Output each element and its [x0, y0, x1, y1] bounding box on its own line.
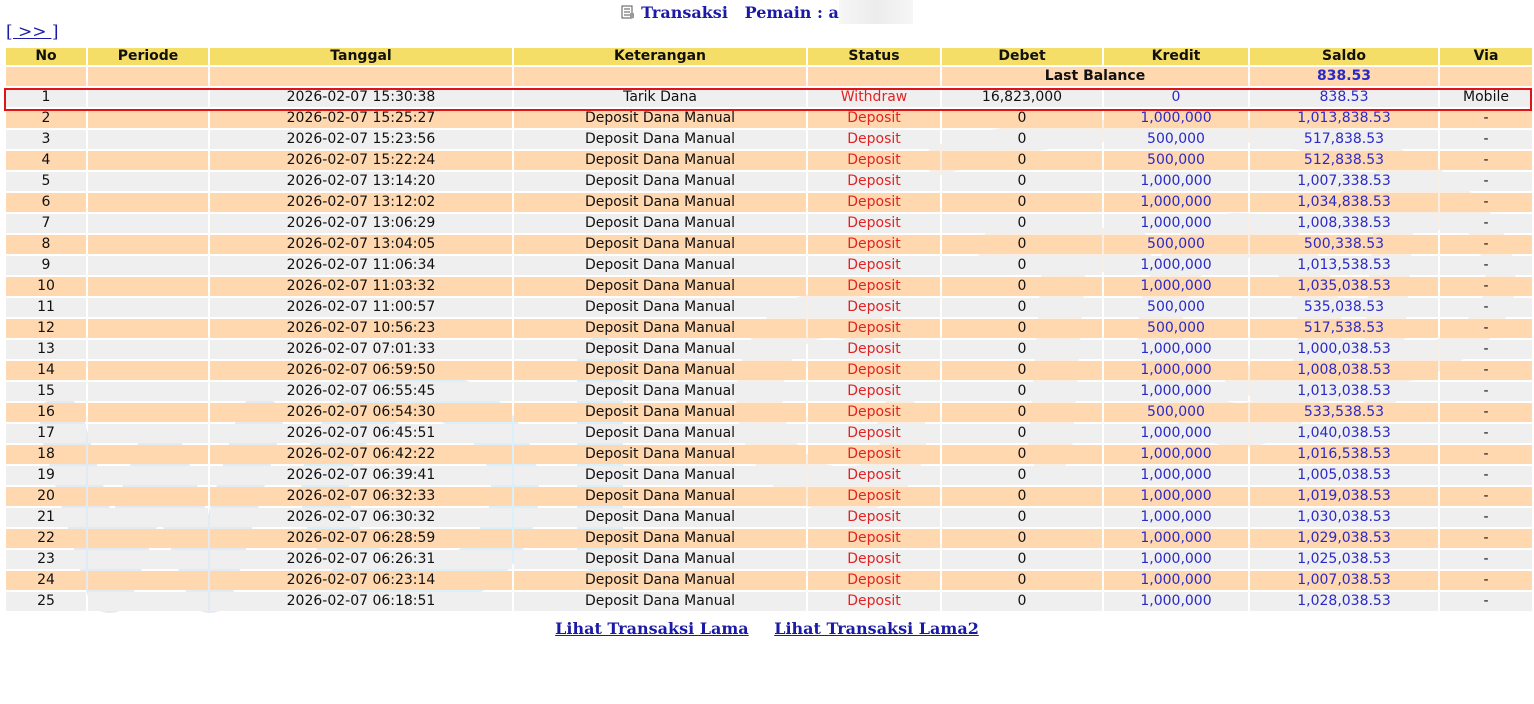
cell-via: - [1440, 109, 1532, 128]
cell-via: - [1440, 172, 1532, 191]
cell-status: Deposit [808, 445, 940, 464]
cell-periode [88, 340, 208, 359]
cell-keterangan: Deposit Dana Manual [514, 130, 806, 149]
cell-debet: 0 [942, 529, 1102, 548]
cell-tanggal: 2026-02-07 06:28:59 [210, 529, 512, 548]
cell-via: - [1440, 298, 1532, 317]
cell-saldo: 1,040,038.53 [1250, 424, 1438, 443]
col-header-keterangan: Keterangan [514, 48, 806, 65]
cell-kredit: 1,000,000 [1104, 361, 1248, 380]
cell-keterangan: Deposit Dana Manual [514, 151, 806, 170]
cell-no: 11 [6, 298, 86, 317]
last-balance-spacer [514, 67, 806, 86]
cell-tanggal: 2026-02-07 06:54:30 [210, 403, 512, 422]
last-balance-row [6, 67, 1532, 86]
cell-kredit: 1,000,000 [1104, 487, 1248, 506]
cell-tanggal: 2026-02-07 13:12:02 [210, 193, 512, 212]
cell-kredit: 1,000,000 [1104, 571, 1248, 590]
cell-status: Deposit [808, 193, 940, 212]
cell-keterangan: Deposit Dana Manual [514, 277, 806, 296]
col-header-no: No [6, 48, 86, 65]
col-header-periode: Periode [88, 48, 208, 65]
cell-via: - [1440, 130, 1532, 149]
col-header-tanggal: Tanggal [210, 48, 512, 65]
cell-via: - [1440, 529, 1532, 548]
cell-keterangan: Deposit Dana Manual [514, 361, 806, 380]
cell-status: Deposit [808, 340, 940, 359]
table-header-row [6, 48, 1532, 65]
cell-kredit: 1,000,000 [1104, 109, 1248, 128]
cell-no: 8 [6, 235, 86, 254]
cell-debet: 0 [942, 445, 1102, 464]
cell-debet: 0 [942, 256, 1102, 275]
cell-keterangan: Deposit Dana Manual [514, 109, 806, 128]
cell-periode [88, 508, 208, 527]
cell-via: - [1440, 277, 1532, 296]
cell-kredit: 1,000,000 [1104, 340, 1248, 359]
cell-keterangan: Deposit Dana Manual [514, 445, 806, 464]
cell-kredit: 1,000,000 [1104, 466, 1248, 485]
cell-tanggal: 2026-02-07 11:06:34 [210, 256, 512, 275]
last-balance-spacer [210, 67, 512, 86]
cell-debet: 0 [942, 151, 1102, 170]
cell-via: - [1440, 571, 1532, 590]
cell-kredit: 1,000,000 [1104, 592, 1248, 611]
table-row [6, 382, 1532, 401]
cell-tanggal: 2026-02-07 11:00:57 [210, 298, 512, 317]
cell-debet: 0 [942, 571, 1102, 590]
cell-via: - [1440, 445, 1532, 464]
table-row [6, 88, 1532, 107]
cell-via: - [1440, 319, 1532, 338]
cell-kredit: 1,000,000 [1104, 172, 1248, 191]
cell-periode [88, 130, 208, 149]
document-icon [621, 5, 635, 19]
cell-saldo: 1,005,038.53 [1250, 466, 1438, 485]
cell-status: Deposit [808, 361, 940, 380]
cell-periode [88, 172, 208, 191]
cell-saldo: 1,028,038.53 [1250, 592, 1438, 611]
cell-no: 19 [6, 466, 86, 485]
cell-tanggal: 2026-02-07 06:59:50 [210, 361, 512, 380]
cell-no: 20 [6, 487, 86, 506]
cell-status: Deposit [808, 319, 940, 338]
cell-no: 4 [6, 151, 86, 170]
footer-links [0, 619, 1534, 638]
cell-kredit: 1,000,000 [1104, 445, 1248, 464]
table-row [6, 487, 1532, 506]
page-header [0, 0, 1534, 22]
cell-no: 12 [6, 319, 86, 338]
cell-no: 22 [6, 529, 86, 548]
cell-status: Deposit [808, 298, 940, 317]
cell-keterangan: Deposit Dana Manual [514, 529, 806, 548]
cell-no: 2 [6, 109, 86, 128]
cell-no: 18 [6, 445, 86, 464]
col-header-saldo: Saldo [1250, 48, 1438, 65]
cell-keterangan: Deposit Dana Manual [514, 571, 806, 590]
cell-debet: 0 [942, 466, 1102, 485]
table-row [6, 235, 1532, 254]
cell-via: - [1440, 214, 1532, 233]
cell-status: Deposit [808, 550, 940, 569]
cell-periode [88, 571, 208, 590]
table-row [6, 361, 1532, 380]
cell-kredit: 1,000,000 [1104, 529, 1248, 548]
cell-status: Deposit [808, 214, 940, 233]
cell-status: Deposit [808, 466, 940, 485]
cell-debet: 0 [942, 424, 1102, 443]
cell-no: 23 [6, 550, 86, 569]
cell-status: Deposit [808, 571, 940, 590]
cell-saldo: 1,000,038.53 [1250, 340, 1438, 359]
cell-periode [88, 361, 208, 380]
cell-tanggal: 2026-02-07 15:22:24 [210, 151, 512, 170]
cell-saldo: 1,008,038.53 [1250, 361, 1438, 380]
cell-kredit: 1,000,000 [1104, 382, 1248, 401]
cell-tanggal: 2026-02-07 06:30:32 [210, 508, 512, 527]
cell-via: - [1440, 592, 1532, 611]
cell-tanggal: 2026-02-07 15:25:27 [210, 109, 512, 128]
last-balance-value: 838.53 [1250, 67, 1438, 86]
table-row [6, 592, 1532, 611]
cell-status: Deposit [808, 424, 940, 443]
old-transactions-link[interactable]: Lihat Transaksi Lama [555, 619, 749, 638]
cell-tanggal: 2026-02-07 06:32:33 [210, 487, 512, 506]
cell-status: Deposit [808, 151, 940, 170]
cell-periode [88, 445, 208, 464]
cell-tanggal: 2026-02-07 06:18:51 [210, 592, 512, 611]
cell-keterangan: Deposit Dana Manual [514, 466, 806, 485]
cell-kredit: 500,000 [1104, 151, 1248, 170]
cell-tanggal: 2026-02-07 13:06:29 [210, 214, 512, 233]
cell-tanggal: 2026-02-07 06:55:45 [210, 382, 512, 401]
cell-debet: 0 [942, 403, 1102, 422]
cell-periode [88, 319, 208, 338]
cell-periode [88, 193, 208, 212]
cell-no: 25 [6, 592, 86, 611]
cell-status: Deposit [808, 487, 940, 506]
cell-tanggal: 2026-02-07 15:30:38 [210, 88, 512, 107]
old-transactions2-link[interactable]: Lihat Transaksi Lama2 [774, 619, 979, 638]
table-row [6, 445, 1532, 464]
cell-keterangan: Deposit Dana Manual [514, 550, 806, 569]
cell-keterangan: Deposit Dana Manual [514, 214, 806, 233]
cell-kredit: 500,000 [1104, 130, 1248, 149]
cell-periode [88, 298, 208, 317]
last-balance-spacer [6, 67, 86, 86]
cell-saldo: 1,030,038.53 [1250, 508, 1438, 527]
col-header-via: Via [1440, 48, 1532, 65]
cell-via: - [1440, 550, 1532, 569]
table-row [6, 319, 1532, 338]
cell-saldo: 1,025,038.53 [1250, 550, 1438, 569]
cell-no: 15 [6, 382, 86, 401]
cell-no: 24 [6, 571, 86, 590]
cell-periode [88, 256, 208, 275]
table-row [6, 193, 1532, 212]
cell-status: Deposit [808, 403, 940, 422]
cell-status: Deposit [808, 235, 940, 254]
cell-debet: 0 [942, 592, 1102, 611]
cell-keterangan: Deposit Dana Manual [514, 193, 806, 212]
cell-via: - [1440, 256, 1532, 275]
cell-kredit: 1,000,000 [1104, 277, 1248, 296]
cell-saldo: 512,838.53 [1250, 151, 1438, 170]
cell-tanggal: 2026-02-07 06:42:22 [210, 445, 512, 464]
cell-periode [88, 151, 208, 170]
cell-saldo: 1,019,038.53 [1250, 487, 1438, 506]
cell-kredit: 500,000 [1104, 235, 1248, 254]
cell-debet: 0 [942, 487, 1102, 506]
cell-saldo: 500,338.53 [1250, 235, 1438, 254]
cell-debet: 0 [942, 109, 1102, 128]
cell-periode [88, 277, 208, 296]
col-header-status: Status [808, 48, 940, 65]
cell-keterangan: Deposit Dana Manual [514, 487, 806, 506]
cell-saldo: 1,007,038.53 [1250, 571, 1438, 590]
cell-periode [88, 529, 208, 548]
table-row [6, 403, 1532, 422]
cell-status: Deposit [808, 277, 940, 296]
cell-no: 3 [6, 130, 86, 149]
table-row [6, 214, 1532, 233]
cell-periode [88, 88, 208, 107]
cell-saldo: 1,013,838.53 [1250, 109, 1438, 128]
cell-via: - [1440, 382, 1532, 401]
cell-saldo: 1,008,338.53 [1250, 214, 1438, 233]
cell-kredit: 1,000,000 [1104, 424, 1248, 443]
cell-via: - [1440, 403, 1532, 422]
cell-debet: 0 [942, 193, 1102, 212]
transactions-table [4, 46, 1534, 613]
table-row [6, 571, 1532, 590]
cell-debet: 0 [942, 172, 1102, 191]
cell-via: - [1440, 235, 1532, 254]
cell-no: 9 [6, 256, 86, 275]
cell-debet: 0 [942, 235, 1102, 254]
cell-saldo: 533,538.53 [1250, 403, 1438, 422]
cell-status: Withdraw [808, 88, 940, 107]
cell-no: 1 [6, 88, 86, 107]
cell-debet: 0 [942, 550, 1102, 569]
cell-saldo: 535,038.53 [1250, 298, 1438, 317]
cell-tanggal: 2026-02-07 07:01:33 [210, 340, 512, 359]
cell-kredit: 1,000,000 [1104, 193, 1248, 212]
cell-debet: 0 [942, 214, 1102, 233]
cell-debet: 0 [942, 382, 1102, 401]
last-balance-spacer [1440, 67, 1532, 86]
cell-no: 14 [6, 361, 86, 380]
cell-debet: 16,823,000 [942, 88, 1102, 107]
col-header-debet: Debet [942, 48, 1102, 65]
cell-tanggal: 2026-02-07 13:14:20 [210, 172, 512, 191]
cell-debet: 0 [942, 298, 1102, 317]
cell-debet: 0 [942, 319, 1102, 338]
cell-kredit: 500,000 [1104, 319, 1248, 338]
cell-periode [88, 214, 208, 233]
cell-periode [88, 109, 208, 128]
cell-status: Deposit [808, 256, 940, 275]
cell-saldo: 1,013,538.53 [1250, 256, 1438, 275]
cell-keterangan: Deposit Dana Manual [514, 508, 806, 527]
cell-tanggal: 2026-02-07 13:04:05 [210, 235, 512, 254]
cell-debet: 0 [942, 361, 1102, 380]
next-page-link[interactable]: [ >> ] [6, 22, 59, 42]
cell-tanggal: 2026-02-07 15:23:56 [210, 130, 512, 149]
cell-tanggal: 2026-02-07 06:45:51 [210, 424, 512, 443]
cell-no: 6 [6, 193, 86, 212]
cell-status: Deposit [808, 130, 940, 149]
cell-keterangan: Deposit Dana Manual [514, 403, 806, 422]
cell-kredit: 1,000,000 [1104, 550, 1248, 569]
cell-debet: 0 [942, 130, 1102, 149]
page-title: Transaksi [641, 3, 728, 22]
cell-via: - [1440, 508, 1532, 527]
table-row [6, 424, 1532, 443]
cell-no: 5 [6, 172, 86, 191]
cell-status: Deposit [808, 592, 940, 611]
cell-no: 16 [6, 403, 86, 422]
cell-status: Deposit [808, 529, 940, 548]
cell-periode [88, 403, 208, 422]
player-label: Pemain : a [744, 3, 839, 22]
cell-kredit: 0 [1104, 88, 1248, 107]
cell-saldo: 1,029,038.53 [1250, 529, 1438, 548]
table-row [6, 151, 1532, 170]
cell-no: 17 [6, 424, 86, 443]
cell-kredit: 1,000,000 [1104, 214, 1248, 233]
last-balance-spacer [88, 67, 208, 86]
cell-no: 13 [6, 340, 86, 359]
table-row [6, 109, 1532, 128]
cell-kredit: 500,000 [1104, 298, 1248, 317]
cell-status: Deposit [808, 172, 940, 191]
cell-tanggal: 2026-02-07 06:39:41 [210, 466, 512, 485]
cell-via: - [1440, 466, 1532, 485]
cell-keterangan: Deposit Dana Manual [514, 382, 806, 401]
cell-keterangan: Deposit Dana Manual [514, 340, 806, 359]
table-row [6, 508, 1532, 527]
cell-saldo: 1,035,038.53 [1250, 277, 1438, 296]
cell-saldo: 517,838.53 [1250, 130, 1438, 149]
table-row [6, 529, 1532, 548]
cell-via: Mobile [1440, 88, 1532, 107]
table-row [6, 277, 1532, 296]
cell-via: - [1440, 340, 1532, 359]
cell-via: - [1440, 193, 1532, 212]
table-row [6, 298, 1532, 317]
cell-status: Deposit [808, 508, 940, 527]
cell-debet: 0 [942, 508, 1102, 527]
cell-via: - [1440, 361, 1532, 380]
cell-tanggal: 2026-02-07 10:56:23 [210, 319, 512, 338]
cell-via: - [1440, 487, 1532, 506]
redacted-player-name [839, 0, 913, 24]
cell-periode [88, 550, 208, 569]
cell-via: - [1440, 151, 1532, 170]
cell-keterangan: Deposit Dana Manual [514, 235, 806, 254]
cell-kredit: 1,000,000 [1104, 256, 1248, 275]
cell-tanggal: 2026-02-07 06:23:14 [210, 571, 512, 590]
cell-keterangan: Deposit Dana Manual [514, 298, 806, 317]
cell-saldo: 517,538.53 [1250, 319, 1438, 338]
cell-saldo: 1,034,838.53 [1250, 193, 1438, 212]
cell-periode [88, 424, 208, 443]
cell-kredit: 1,000,000 [1104, 508, 1248, 527]
cell-keterangan: Deposit Dana Manual [514, 424, 806, 443]
cell-debet: 0 [942, 340, 1102, 359]
cell-keterangan: Tarik Dana [514, 88, 806, 107]
table-row [6, 550, 1532, 569]
cell-keterangan: Deposit Dana Manual [514, 256, 806, 275]
last-balance-spacer [808, 67, 940, 86]
table-row [6, 130, 1532, 149]
cell-saldo: 1,007,338.53 [1250, 172, 1438, 191]
cell-status: Deposit [808, 109, 940, 128]
cell-periode [88, 466, 208, 485]
cell-periode [88, 487, 208, 506]
table-row [6, 256, 1532, 275]
cell-saldo: 838.53 [1250, 88, 1438, 107]
cell-periode [88, 592, 208, 611]
cell-keterangan: Deposit Dana Manual [514, 592, 806, 611]
cell-no: 10 [6, 277, 86, 296]
cell-no: 7 [6, 214, 86, 233]
cell-status: Deposit [808, 382, 940, 401]
cell-saldo: 1,013,038.53 [1250, 382, 1438, 401]
cell-keterangan: Deposit Dana Manual [514, 319, 806, 338]
cell-kredit: 500,000 [1104, 403, 1248, 422]
cell-via: - [1440, 424, 1532, 443]
table-row [6, 466, 1532, 485]
table-row [6, 172, 1532, 191]
cell-no: 21 [6, 508, 86, 527]
cell-debet: 0 [942, 277, 1102, 296]
cell-saldo: 1,016,538.53 [1250, 445, 1438, 464]
cell-periode [88, 382, 208, 401]
cell-periode [88, 235, 208, 254]
table-row [6, 340, 1532, 359]
cell-tanggal: 2026-02-07 11:03:32 [210, 277, 512, 296]
last-balance-label: Last Balance [942, 67, 1248, 86]
col-header-kredit: Kredit [1104, 48, 1248, 65]
cell-keterangan: Deposit Dana Manual [514, 172, 806, 191]
cell-tanggal: 2026-02-07 06:26:31 [210, 550, 512, 569]
